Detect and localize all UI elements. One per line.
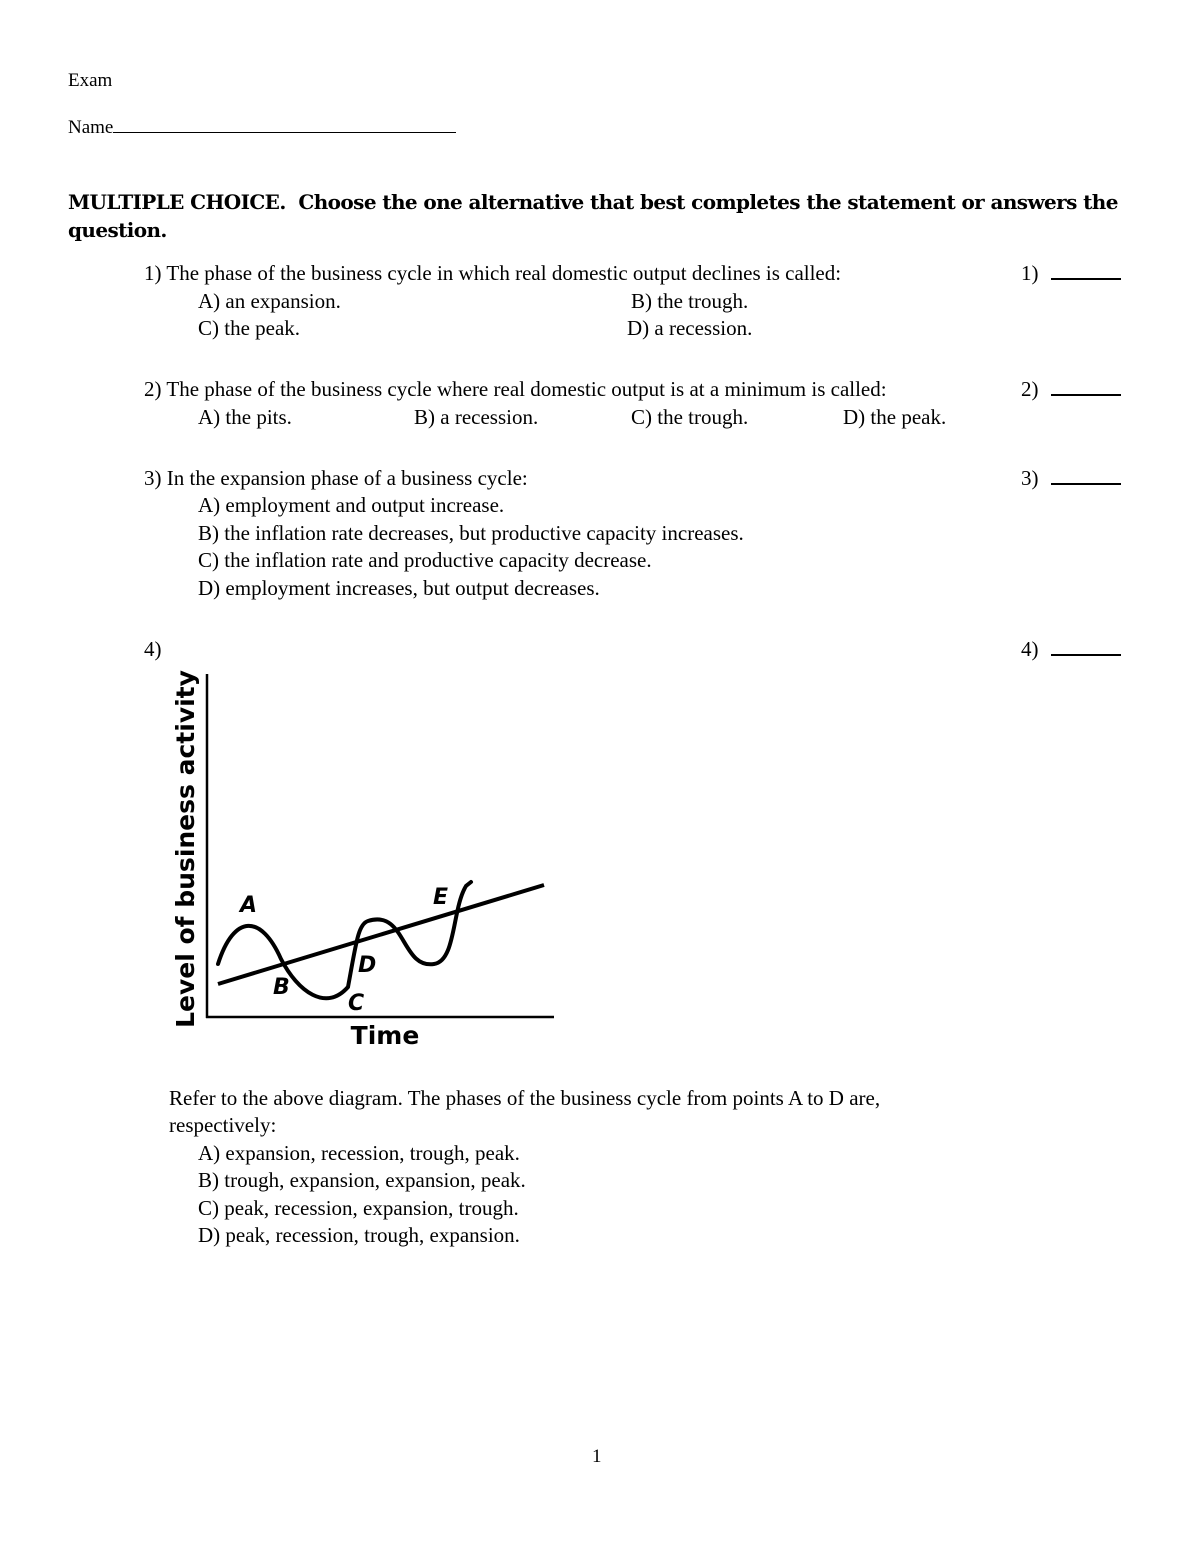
page-number: 1 bbox=[592, 1446, 602, 1467]
question-3-choice-d[interactable]: D) employment increases, but output decreases. bbox=[198, 576, 600, 600]
point-a-label: A bbox=[240, 893, 258, 918]
question-3-choice-b[interactable]: B) the inflation rate decreases, but productive capacity increases. bbox=[198, 521, 744, 545]
point-c-label: C bbox=[348, 991, 365, 1016]
question-2-answer-slot[interactable] bbox=[1021, 377, 1121, 402]
name-field[interactable] bbox=[68, 117, 456, 139]
question-2-text: The phase of the business cycle where real domestic output is at a minimum is called: bbox=[166, 377, 887, 401]
question-1-choice-c[interactable]: C) the peak. bbox=[198, 316, 301, 340]
question-3-choice-c[interactable]: C) the inflation rate and productive capacity decrease. bbox=[198, 548, 652, 572]
question-4-choice-c[interactable]: C) peak, recession, expansion, trough. bbox=[198, 1196, 519, 1220]
question-3-answer-blank[interactable] bbox=[1051, 467, 1121, 485]
question-4-choice-b[interactable]: B) trough, expansion, expansion, peak. bbox=[198, 1168, 526, 1192]
y-axis-label: Level of business activity bbox=[171, 670, 200, 1028]
question-2-stem bbox=[144, 377, 887, 402]
name-label: Name bbox=[68, 117, 114, 138]
question-2-number: 2) bbox=[144, 377, 162, 401]
instructions-text-line2: question. bbox=[68, 218, 167, 242]
question-1-text: The phase of the business cycle in which real domestic output declines is called: bbox=[166, 261, 842, 285]
question-1-choice-d[interactable]: D) a recession. bbox=[627, 316, 753, 340]
point-e-label: E bbox=[433, 885, 449, 910]
question-4-stem-line2: respectively: bbox=[169, 1113, 277, 1137]
question-2-choice-a[interactable]: A) the pits. bbox=[198, 405, 292, 429]
instructions-text-line1: Choose the one alternative that best completes the statement or answers the bbox=[298, 190, 1118, 214]
question-1-answer-slot[interactable] bbox=[1021, 261, 1121, 286]
question-1-stem bbox=[144, 261, 841, 286]
exam-label: Exam bbox=[68, 70, 113, 91]
business-cycle-diagram bbox=[166, 664, 566, 1054]
point-b-label: B bbox=[273, 975, 290, 1000]
name-blank-line[interactable] bbox=[113, 118, 456, 133]
question-4-answer-blank[interactable] bbox=[1051, 638, 1121, 656]
question-1-answer-blank[interactable] bbox=[1051, 262, 1121, 280]
question-3-number: 3) bbox=[144, 466, 162, 490]
point-d-label: D bbox=[358, 953, 377, 978]
question-4-answer-slot[interactable] bbox=[1021, 637, 1121, 662]
question-3-choice-a[interactable]: A) employment and output increase. bbox=[198, 493, 505, 517]
question-4-stem-line1: Refer to the above diagram. The phases of the business cycle from points A to D are, bbox=[169, 1086, 881, 1110]
instructions-bold-lead: MULTIPLE CHOICE. bbox=[68, 190, 286, 214]
question-2-answer-label: 2) bbox=[1021, 377, 1039, 401]
instructions-line1 bbox=[68, 190, 1118, 214]
question-2-answer-blank[interactable] bbox=[1051, 378, 1121, 396]
question-2-choice-d[interactable]: D) the peak. bbox=[843, 405, 947, 429]
question-4-number: 4) bbox=[144, 637, 162, 661]
question-4-choice-a[interactable]: A) expansion, recession, trough, peak. bbox=[198, 1141, 520, 1165]
question-1-choice-a[interactable]: A) an expansion. bbox=[198, 289, 341, 313]
question-4-answer-label: 4) bbox=[1021, 637, 1039, 661]
question-1-number: 1) bbox=[144, 261, 162, 285]
question-3-answer-slot[interactable] bbox=[1021, 466, 1121, 491]
question-3-text: In the expansion phase of a business cycle: bbox=[166, 466, 528, 490]
question-2-choice-b[interactable]: B) a recession. bbox=[414, 405, 539, 429]
question-2-choice-c[interactable]: C) the trough. bbox=[631, 405, 749, 429]
question-4-choice-d[interactable]: D) peak, recession, trough, expansion. bbox=[198, 1223, 520, 1247]
x-axis-label: Time bbox=[350, 1021, 420, 1050]
question-1-choice-b[interactable]: B) the trough. bbox=[631, 289, 749, 313]
question-3-answer-label: 3) bbox=[1021, 466, 1039, 490]
question-3-stem bbox=[144, 466, 528, 491]
question-1-answer-label: 1) bbox=[1021, 261, 1039, 285]
